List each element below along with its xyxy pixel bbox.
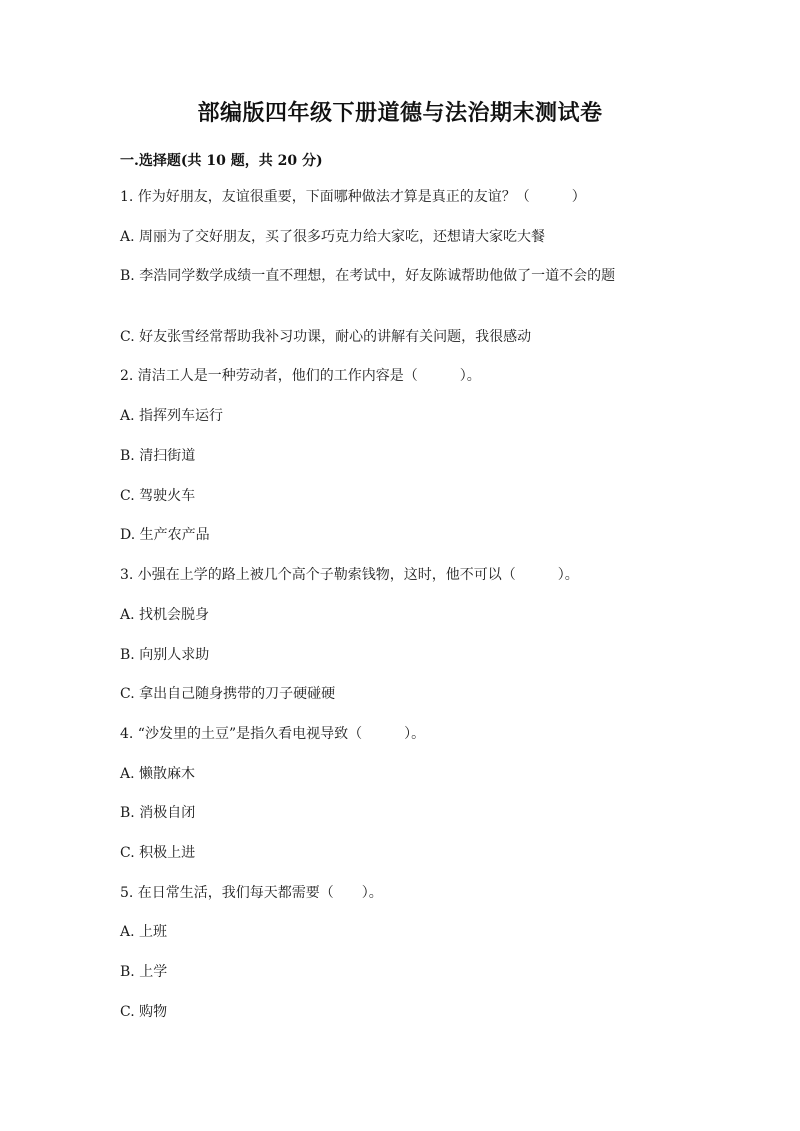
question-5-stem: 5. 在日常生活，我们每天都需要（ ）。	[120, 885, 383, 901]
question-2-option-c: C. 驾驶火车	[120, 488, 196, 504]
question-2-option-b: B. 清扫街道	[120, 448, 196, 464]
question-1-stem: 1. 作为好朋友，友谊很重要，下面哪种做法才算是真正的友谊？（ ）	[120, 189, 586, 205]
question-3-option-c: C. 拿出自己随身携带的刀子硬碰硬	[120, 686, 336, 702]
question-3-option-b: B. 向别人求助	[120, 647, 210, 663]
question-5-option-c: C. 购物	[120, 1004, 168, 1020]
question-5-option-b: B. 上学	[120, 964, 168, 980]
question-4-option-b: B. 消极自闭	[120, 805, 196, 821]
question-2-option-d: D. 生产农产品	[120, 527, 210, 543]
question-4-option-c: C. 积极上进	[120, 845, 196, 861]
question-3-option-a: A. 找机会脱身	[120, 607, 210, 623]
question-3-stem: 3. 小强在上学的路上被几个高个子勒索钱物，这时，他不可以（ ）。	[120, 567, 579, 583]
page-title: 部编版四年级下册道德与法治期末测试卷	[197, 100, 603, 126]
question-2-stem: 2. 清洁工人是一种劳动者，他们的工作内容是（ ）。	[120, 368, 481, 384]
section-heading: 一.选择题(共 10 题，共 20 分)	[120, 153, 323, 169]
question-1-option-a: A. 周丽为了交好朋友，买了很多巧克力给大家吃，还想请大家吃大餐	[120, 229, 546, 245]
question-4-stem: 4. “沙发里的土豆”是指久看电视导致（ ）。	[120, 726, 426, 742]
question-2-option-a: A. 指挥列车运行	[120, 408, 224, 424]
question-5-option-a: A. 上班	[120, 924, 168, 940]
question-4-option-a: A. 懒散麻木	[120, 766, 196, 782]
question-1-option-c: C. 好友张雪经常帮助我补习功课，耐心的讲解有关问题，我很感动	[120, 329, 532, 345]
question-1-option-b: B. 李浩同学数学成绩一直不理想，在考试中，好友陈诚帮助他做了一道不会的题	[120, 268, 616, 284]
